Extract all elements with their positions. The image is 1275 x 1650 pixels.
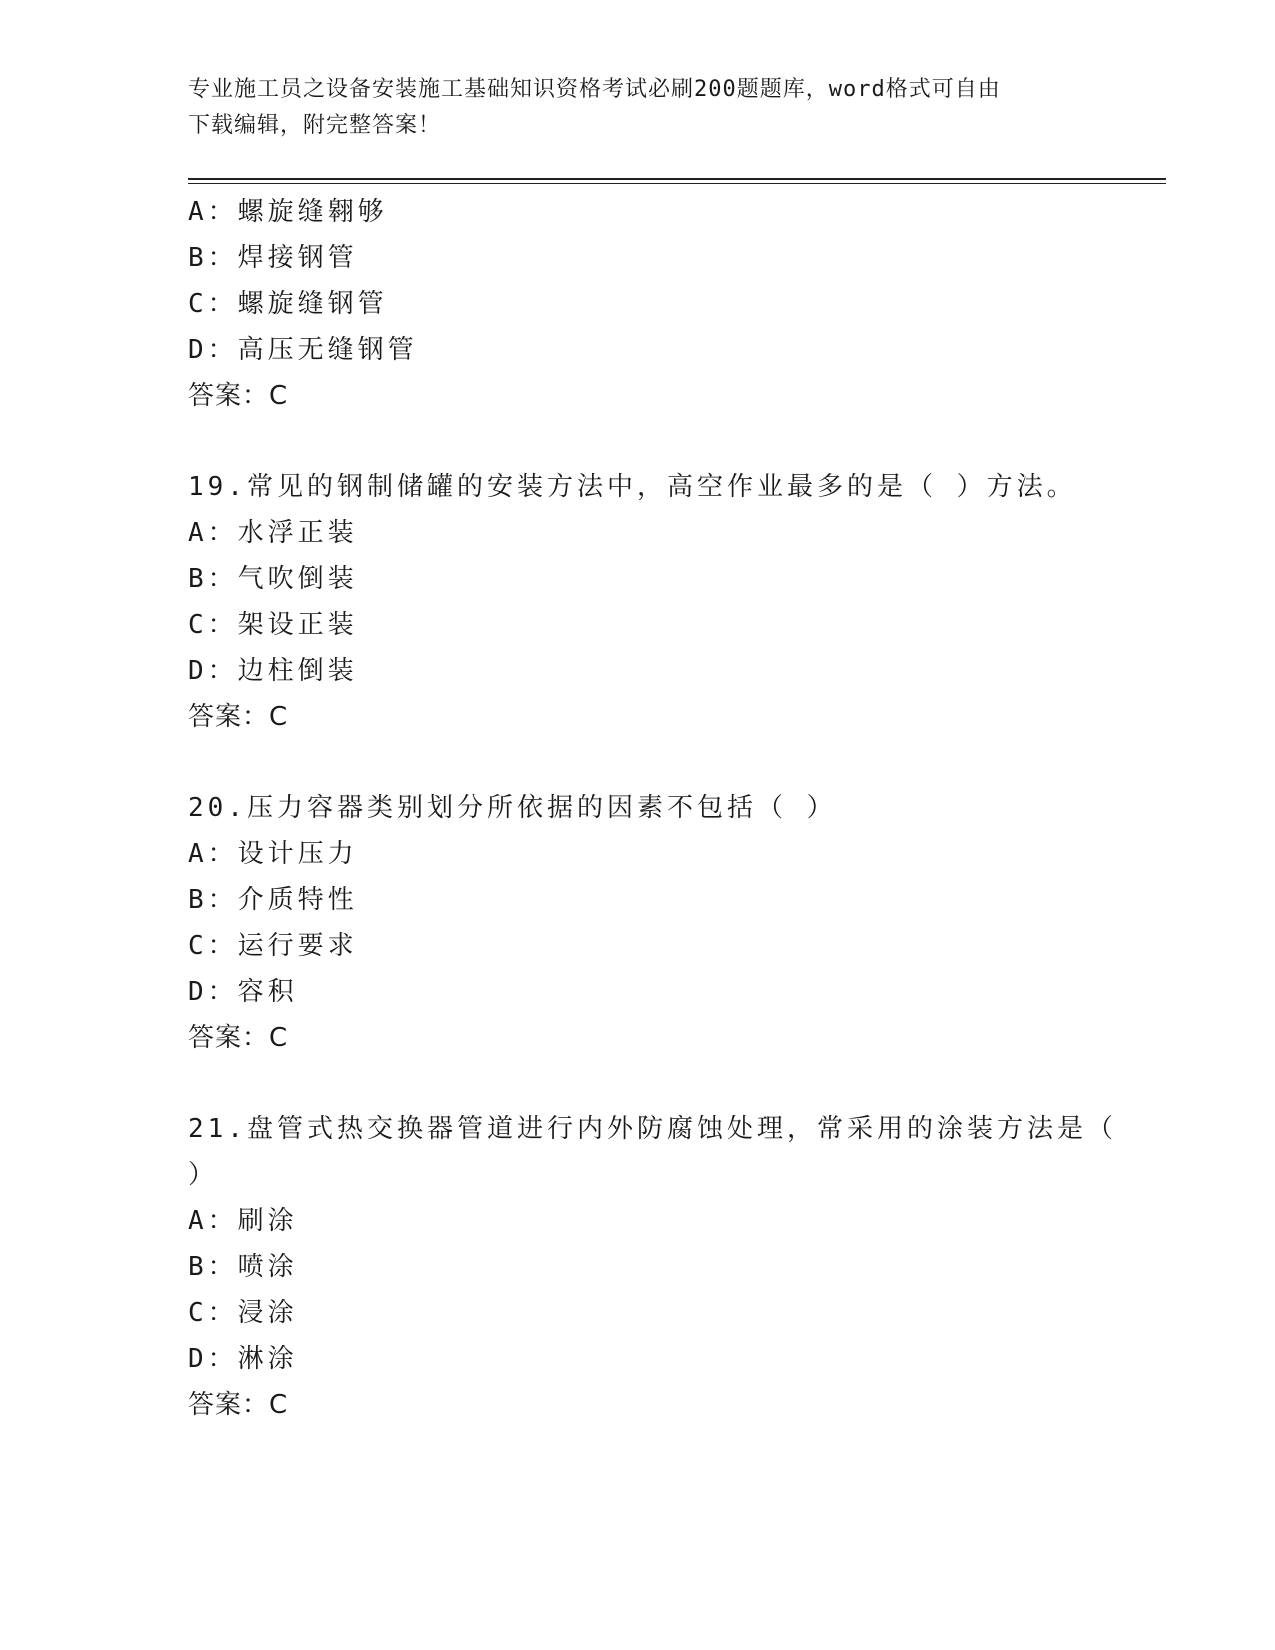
answer-line: 答案：C <box>188 702 289 732</box>
header-divider-thin <box>188 183 1166 184</box>
question-list <box>188 189 1117 1428</box>
option-b: B：喷涂 <box>188 1252 298 1282</box>
header-divider <box>188 178 1166 180</box>
spacer <box>188 740 1088 785</box>
option-b: B：焊接钢管 <box>188 243 358 273</box>
option-a: A：设计压力 <box>188 839 358 869</box>
spacer <box>188 419 1088 464</box>
question-20 <box>188 785 1088 1061</box>
question-21 <box>188 1106 1117 1428</box>
option-d: D：淋涂 <box>188 1344 298 1374</box>
spacer <box>188 1061 1088 1106</box>
option-c: C：架设正装 <box>188 610 358 640</box>
header-line-1: 专业施工员之设备安装施工基础知识资格考试必刷200题题库，word格式可自由 <box>188 77 1001 102</box>
question-title-line-1: 21.盘管式热交换器管道进行内外防腐蚀处理，常采用的涂装方法是（ <box>188 1114 1117 1144</box>
option-b: B：气吹倒装 <box>188 564 358 594</box>
question-18-continued <box>188 189 1088 419</box>
option-d: D：边柱倒装 <box>188 656 358 686</box>
option-c: C：螺旋缝钢管 <box>188 289 388 319</box>
answer-line: 答案：C <box>188 381 289 411</box>
option-d: D：高压无缝钢管 <box>188 335 418 365</box>
option-a: A：螺旋缝翱够 <box>188 197 388 227</box>
answer-line: 答案：C <box>188 1390 289 1420</box>
question-title: 19.常见的钢制储罐的安装方法中，高空作业最多的是（ ）方法。 <box>188 472 1077 502</box>
document-header <box>188 72 1088 144</box>
header-line-2: 下载编辑，附完整答案！ <box>188 113 442 138</box>
option-a: A：刷涂 <box>188 1206 298 1236</box>
option-a: A：水浮正装 <box>188 518 358 548</box>
question-title-line-2: ） <box>188 1160 219 1190</box>
question-title: 20.压力容器类别划分所依据的因素不包括（ ） <box>188 793 837 823</box>
option-d: D：容积 <box>188 977 298 1007</box>
option-c: C：运行要求 <box>188 931 358 961</box>
answer-line: 答案：C <box>188 1023 289 1053</box>
option-c: C：浸涂 <box>188 1298 298 1328</box>
option-b: B：介质特性 <box>188 885 358 915</box>
question-19 <box>188 464 1088 740</box>
